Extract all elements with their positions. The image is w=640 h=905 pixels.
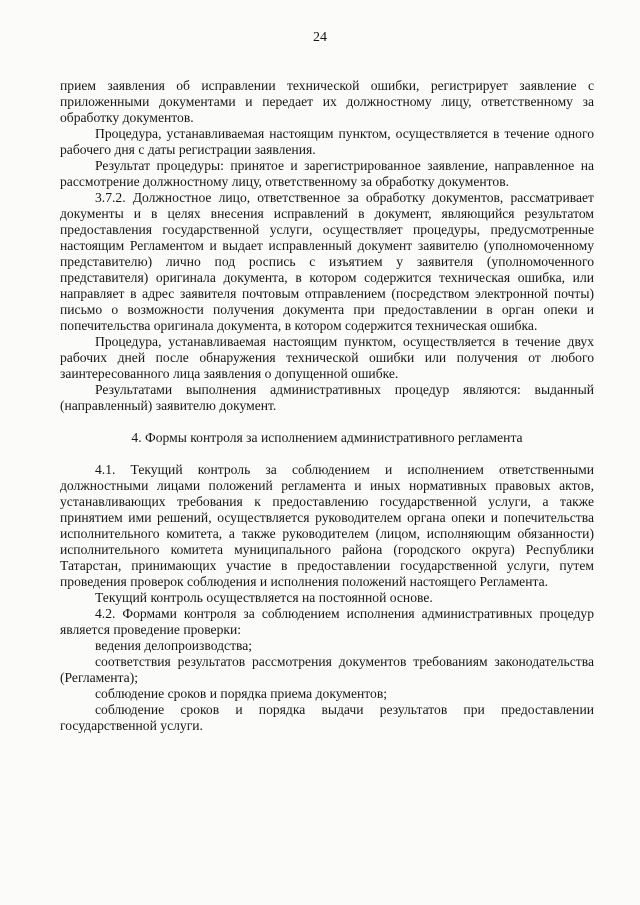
paragraph-procedure-result: Результат процедуры: принятое и зарегистрированное заявление, направленное на рассмотрение должностному лицу, ответственному за обработку документов. <box>60 158 594 189</box>
paragraph-continuation: прием заявления об исправлении технической ошибки, регистрирует заявление с приложенными документами и передает их должностному лицу, ответственному за обработку документов. <box>60 78 594 125</box>
list-item-intake-deadlines: соблюдение сроков и порядка приема документов; <box>95 686 388 701</box>
paragraph-procedure-term-1: Процедура, устанавливаемая настоящим пунктом, осуществляется в течение одного рабочего дня с даты регистрации заявления. <box>60 126 594 157</box>
document-body <box>60 78 594 734</box>
list-item-records: ведения делопроизводства; <box>95 638 253 653</box>
paragraph-4-2: 4.2. Формами контроля за соблюдением исполнения административных процедур является проведение проверки: <box>60 606 594 637</box>
paragraph-4-1: 4.1. Текущий контроль за соблюдением и исполнением ответственными должностными лицами положений регламента и иных нормативных правовых актов, устанавливающих требования к предоставлению государственной услуги, а также принятием ими решений, осуществляется руководителем органа опеки и попечительства исполнительного комитета, а также руководителем (лицом, исполняющим обязанности) исполнительного комитета муниципального района (городского округа) Республики Татарстан, принимающих участие в предоставлении государственной услуги, путем проведения проверок соблюдения и исполнения положений настоящего Регламента. <box>60 462 594 589</box>
section-heading: 4. Формы контроля за исполнением административного регламента <box>131 430 523 445</box>
page-number: 24 <box>313 30 327 45</box>
paragraph-results: Результатами выполнения административных процедур являются: выданный (направленный) заявителю документ. <box>60 382 594 413</box>
paragraph-procedure-term-2: Процедура, устанавливаемая настоящим пунктом, осуществляется в течение двух рабочих дней после обнаружения технической ошибки или получения от любого заинтересованного лица заявления о допущенной ошибке. <box>60 334 594 381</box>
paragraph-3-7-2: 3.7.2. Должностное лицо, ответственное за обработку документов, рассматривает документы и в целях внесения исправлений в документ, являющийся результатом предоставления государственной услуги, осуществляет процедуры, предусмотренные настоящим Регламентом и выдает исправленный документ заявителю (уполномоченному представителю) лично под роспись с изъятием у заявителя (уполномоченного представителя) оригинала документа, в котором содержится техническая ошибка, или направляет в адрес заявителя почтовым отправлением (посредством электронной почты) письмо о возможности получения документа при предоставлении в орган опеки и попечительства оригинала документа, в котором содержится техническая ошибка. <box>60 190 594 333</box>
list-item-compliance: соответствия результатов рассмотрения документов требованиям законодательства (Регламента); <box>60 654 594 685</box>
list-item-issue-deadlines: соблюдение сроков и порядка выдачи результатов при предоставлении государственной услуги. <box>60 702 594 733</box>
paragraph-current-control: Текущий контроль осуществляется на постоянной основе. <box>95 590 433 605</box>
